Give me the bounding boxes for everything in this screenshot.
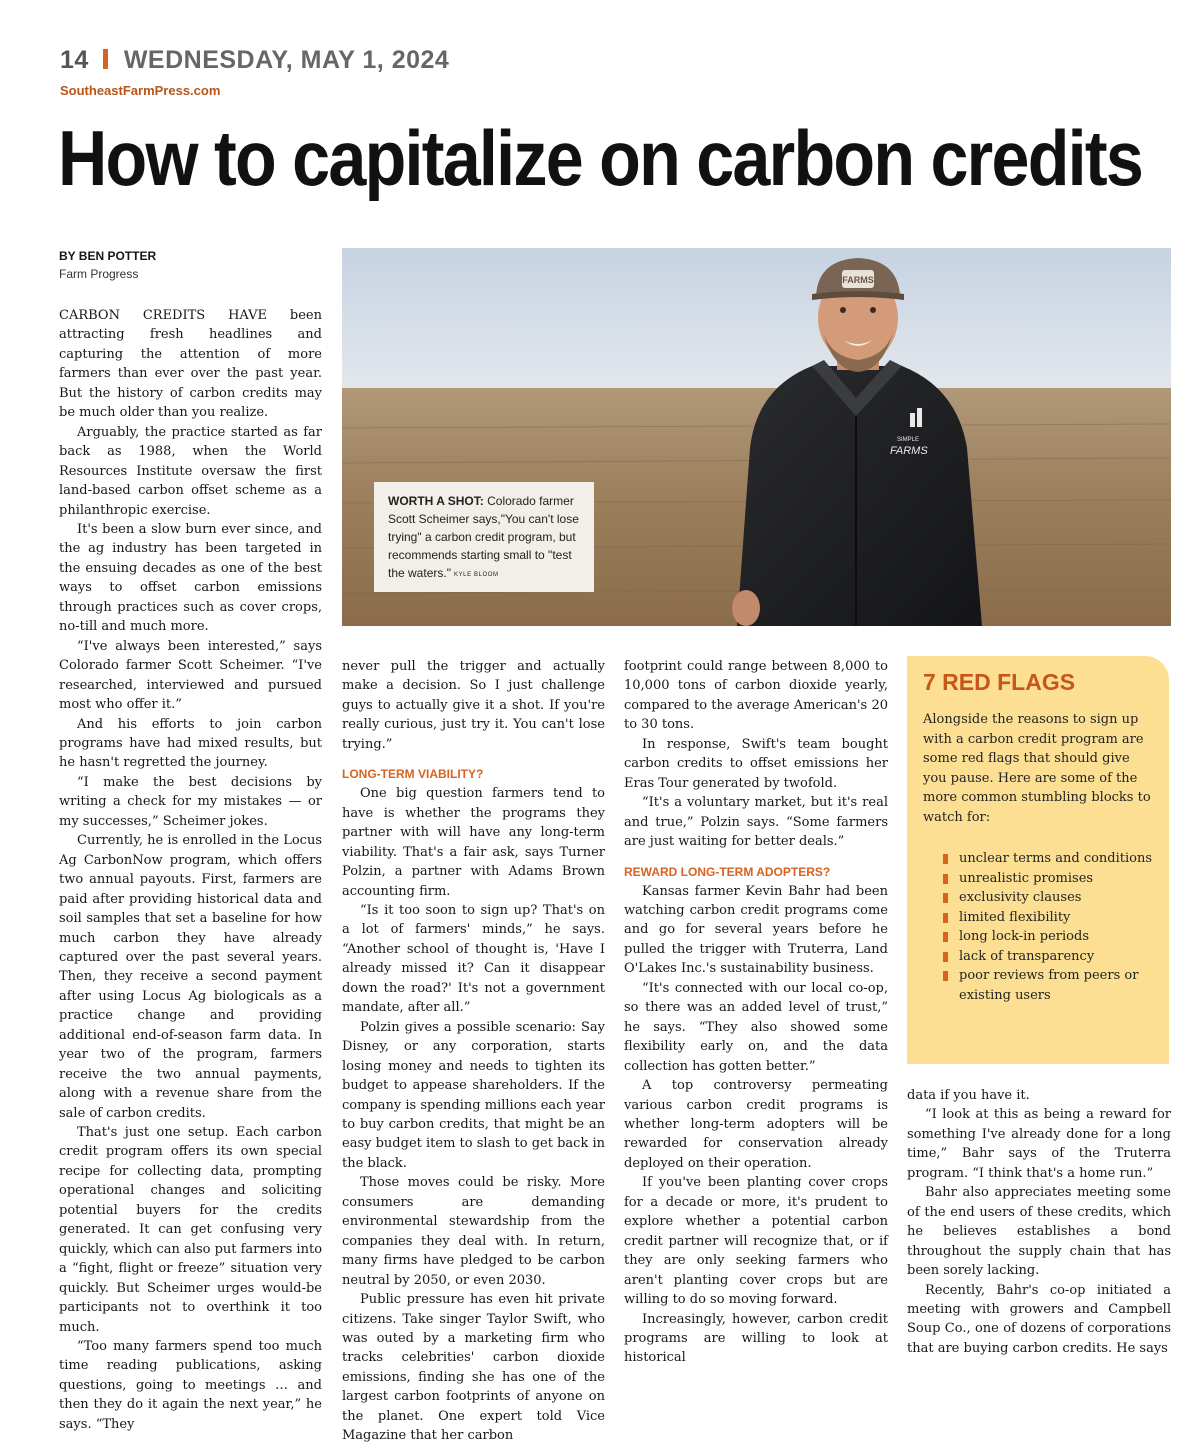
paragraph: It's been a slow burn ever since, and the ag industry has been targeted in the ensuing decades as one of the best ways to offset carbon emissions through practices such as cover crops, no-till and much more. bbox=[59, 521, 322, 635]
paragraph: A top controversy permeating various carbon credit programs is whether long-term adopters will be rewarded for conservation already deployed on their operation. bbox=[624, 1078, 888, 1171]
header-divider bbox=[103, 49, 108, 69]
cap-logo: FARMS bbox=[842, 275, 874, 285]
author-affiliation: Farm Progress bbox=[59, 267, 139, 281]
paragraph: data if you have it. bbox=[907, 1088, 1030, 1103]
paragraph: “Is it too soon to sign up? That's on a lot of farmers' minds,” he says. “Another school of thought is, 'Have I already missed it? Can it disappear down the road?' It's not a government mandate, after all.” bbox=[342, 902, 605, 1016]
paragraph: One big question farmers tend to have is whether the programs they partner with will have any long-term viability. That's a fair ask, says Turner Polzin, a partner with Adams Brown accounting firm. bbox=[342, 786, 605, 899]
paragraph: footprint could range between 8,000 to 10,000 tons of carbon dioxide yearly, compared to the average American's 20 to 30 tons. bbox=[624, 659, 888, 733]
subhead-long-term-viability: LONG-TERM VIABILITY? bbox=[342, 767, 484, 782]
red-flags-sidebar bbox=[907, 656, 1169, 1064]
paragraph: Arguably, the practice started as far back as 1988, when the World Resources Institute oversaw the first land-based carbon offset scheme as a philanthropic exercise. bbox=[59, 424, 322, 518]
byline: BY BEN POTTER bbox=[59, 249, 157, 263]
sidebar-intro: Alongside the reasons to sign up with a carbon credit program are some red flags that should give you pause. Here are some of the more common stumbling blocks to watch for: bbox=[923, 712, 1151, 825]
paragraph: “Too many farmers spend too much time reading publications, asking questions, going to meetings … and then they do it again the next year,” he says. “They bbox=[59, 1339, 322, 1432]
sidebar-title: 7 RED FLAGS bbox=[923, 669, 1076, 695]
list-item: unclear terms and conditions bbox=[943, 849, 1155, 869]
list-item: limited flexibility bbox=[943, 908, 1155, 928]
article-column-1 bbox=[59, 306, 322, 1434]
paragraph: Public pressure has even hit private citizens. Take singer Taylor Swift, who was outed by a marketing firm who tracks celebrities' carbon dioxide emissions, finding she has one of the largest carbon footprints of anyone on the planet. One expert told Vice Magazine that her carbon bbox=[342, 1292, 605, 1444]
svg-text:SIMPLE: SIMPLE bbox=[897, 437, 920, 443]
site-url[interactable]: SoutheastFarmPress.com bbox=[60, 83, 221, 98]
article-column-2 bbox=[342, 657, 605, 1446]
page-number: 14 bbox=[60, 46, 89, 74]
page-header bbox=[60, 46, 449, 75]
paragraph: In response, Swift's team bought carbon credits to offset emissions her Eras Tour generated by twofold. bbox=[624, 736, 888, 791]
paragraph: Currently, he is enrolled in the Locus Ag CarbonNow program, which offers two annual payouts. First, farmers are paid after providing historical data and soil samples that set a baseline for how much carbon they have already captured over the past several years. Then, they receive a second payment after using Locus Ag biologicals as a practice change and providing additional end-of-season farm data. In year two of the program, farmers receive the two annual payments, along with a revenue share from the sale of carbon credits. bbox=[59, 833, 322, 1121]
paragraph: “It's a voluntary market, but it's real and true,” Polzin says. “Some farmers are just waiting for better deals.” bbox=[624, 795, 888, 850]
paragraph: never pull the trigger and actually make a decision. So I just challenge guys to actually give it a shot. If you're really curious, just try it. You can't lose trying.” bbox=[342, 659, 605, 752]
paragraph: “I've always been interested,” says Colorado farmer Scott Scheimer. “I've researched, interviewed and pursued most who offer it.” bbox=[59, 638, 322, 713]
list-item: long lock-in periods bbox=[943, 927, 1155, 947]
paragraph: “It's connected with our local co-op, so there was an added level of trust,” he says. “They also showed some flexibility early on, and the data collection has gotten better.” bbox=[624, 980, 888, 1074]
list-item: lack of transparency bbox=[943, 947, 1155, 967]
list-item: poor reviews from peers or existing users bbox=[943, 966, 1155, 1005]
red-flags-list bbox=[943, 849, 1155, 1005]
paragraph: That's just one setup. Each carbon credit program offers its own special recipe for collecting data, prompting operational changes and soliciting potential buyers for the credits generated. It can get confusing very quickly, which can also put farmers into a “fight, flight or freeze” situation very quickly. But Scheimer urges would-be participants not to overthink it too much. bbox=[59, 1125, 323, 1335]
list-item: exclusivity clauses bbox=[943, 888, 1155, 908]
paragraph: Kansas farmer Kevin Bahr had been watching carbon credit programs come and go for several years before he pulled the trigger with Truterra, Land O'Lakes Inc.'s sustainability business. bbox=[624, 883, 888, 977]
photo-caption bbox=[374, 482, 594, 592]
paragraph: Those moves could be risky. More consumers are demanding environmental stewardship from the companies they deal with. In return, many firms have pledged to be carbon neutral by 2050, or even 2030. bbox=[342, 1175, 605, 1288]
caption-text: Colorado farmer Scott Scheimer says,"You can't lose trying" a carbon credit program, but recommends starting small to "test the waters." bbox=[388, 494, 579, 580]
photo-credit: KYLE BLOOM bbox=[453, 572, 499, 578]
paragraph: Recently, Bahr's co-op initiated a meeting with growers and Campbell Soup Co., one of dozens of corporations that are buying carbon credits. He says bbox=[907, 1282, 1171, 1356]
list-item: unrealistic promises bbox=[943, 869, 1155, 889]
paragraph: “I look at this as being a reward for something I've already done for a long time,” Bahr says of the Truterra program. “I think that's a home run.” bbox=[907, 1107, 1171, 1181]
paragraph: Increasingly, however, carbon credit programs are willing to look at historical bbox=[624, 1311, 888, 1366]
article-column-4 bbox=[907, 1086, 1171, 1358]
article-column-3 bbox=[624, 657, 888, 1368]
paragraph: CARBON CREDITS HAVE been attracting fresh headlines and capturing the attention of more farmers than ever over the past year. But the history of carbon credits may be much older than you realize. bbox=[59, 308, 322, 421]
headline: How to capitalize on carbon credits bbox=[58, 114, 1143, 202]
paragraph: If you've been planting cover crops for a decade or more, it's prudent to explore whether a potential carbon credit partner will recognize that, or if they are only seeking farmers who aren't planting cover crops but are willing to do so moving forward. bbox=[624, 1175, 888, 1308]
issue-date: WEDNESDAY, MAY 1, 2024 bbox=[123, 46, 450, 74]
caption-lead: WORTH A SHOT: bbox=[388, 494, 484, 508]
paragraph: Bahr also appreciates meeting some of the end users of these credits, which he believes establishes a bond throughout the supply chain that has been sorely lacking. bbox=[907, 1185, 1171, 1279]
svg-text:FARMS: FARMS bbox=[890, 445, 928, 457]
paragraph: Polzin gives a possible scenario: Say Disney, or any corporation, starts losing money and needs to tighten its budget to appease shareholders. If the company is spending millions each year to buy carbon credits, that might be an easy budget item to slash to get back in the black. bbox=[342, 1019, 605, 1171]
subhead-reward-adopters: REWARD LONG-TERM ADOPTERS? bbox=[624, 864, 831, 879]
paragraph: “I make the best decisions by writing a check for my mistakes — or my successes,” Scheimer jokes. bbox=[59, 774, 322, 829]
paragraph: And his efforts to join carbon programs have had mixed results, but he hasn't regretted the journey. bbox=[59, 716, 322, 771]
